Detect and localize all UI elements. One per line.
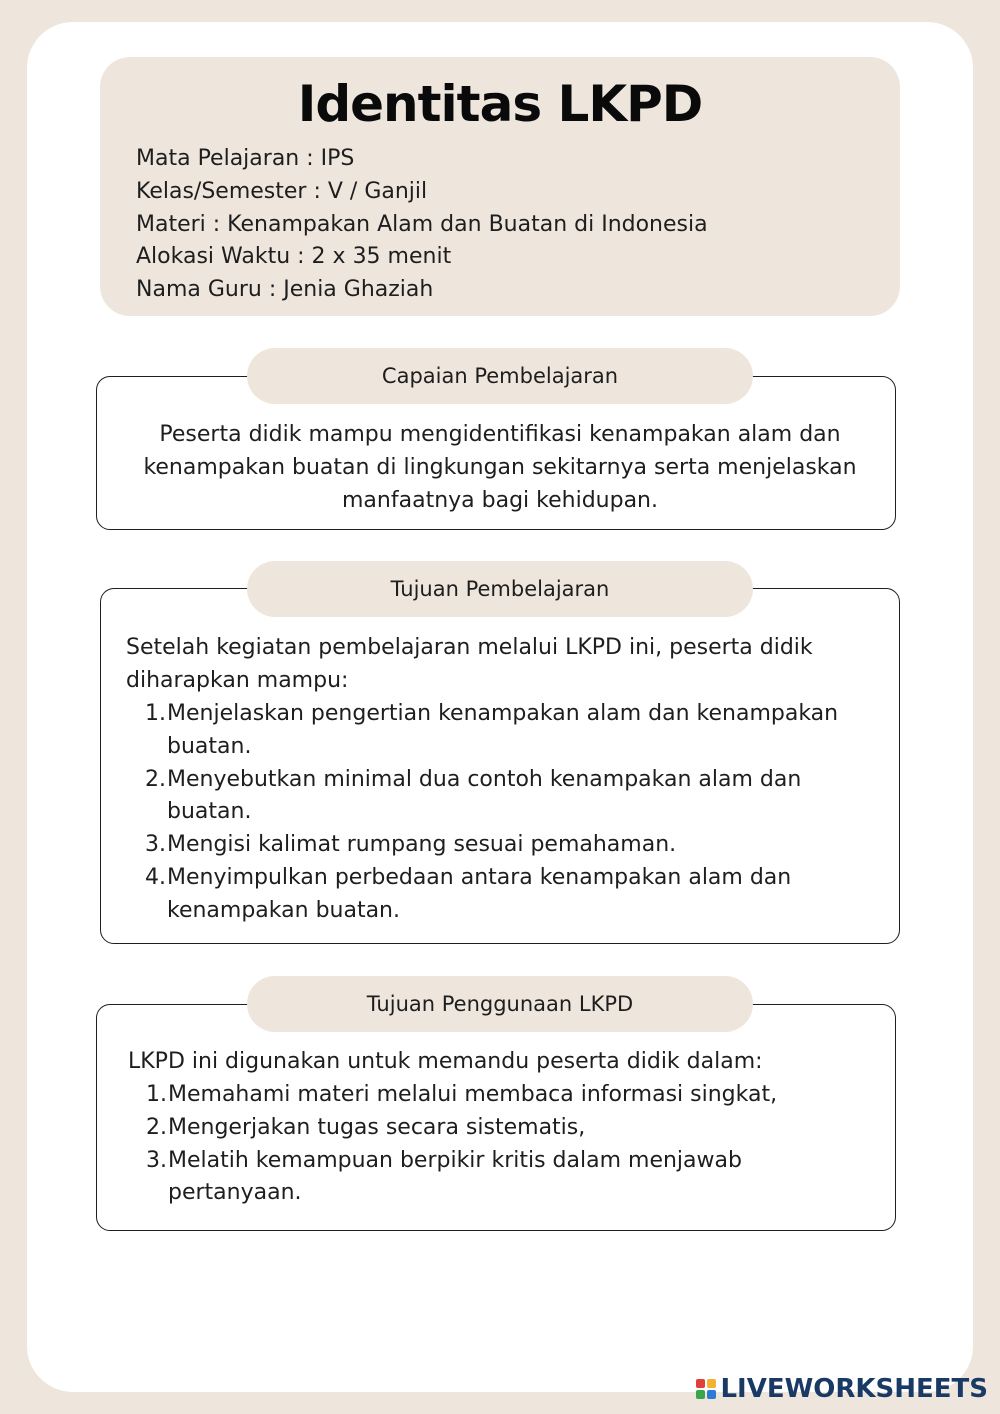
watermark-text: LIVEWORKSHEETS	[720, 1374, 988, 1404]
list-item-number: 2.	[146, 1114, 167, 1140]
list-item-text: Menyebutkan minimal dua contoh kenampakan alam dan buatan.	[167, 766, 802, 825]
tujuan-pembelajaran-intro: Setelah kegiatan pembelajaran melalui LKPD ini, peserta didik diharapkan mampu:	[126, 635, 813, 693]
list-item	[145, 764, 865, 830]
list-item-number: 2.	[145, 766, 166, 792]
list-item-text: Mengerjakan tugas secara sistematis,	[168, 1114, 586, 1140]
tujuan-lkpd-list	[146, 1079, 826, 1210]
list-item-text: Menyimpulkan perbedaan antara kenampakan alam dan kenampakan buatan.	[167, 864, 792, 923]
list-item-text: Melatih kemampuan berpikir kritis dalam menjawab pertanyaan.	[168, 1147, 742, 1206]
logo-square	[707, 1379, 716, 1388]
tujuan-lkpd-intro: LKPD ini digunakan untuk memandu peserta didik dalam:	[128, 1049, 763, 1074]
list-item-text: Menjelaskan pengertian kenampakan alam dan kenampakan buatan.	[167, 701, 839, 759]
list-item	[146, 1145, 826, 1211]
list-item-text: Mengisi kalimat rumpang sesuai pemahaman.	[167, 832, 677, 858]
identity-teacher-name: Nama Guru : Jenia Ghaziah	[136, 277, 434, 303]
tujuan-pembelajaran-heading: Tujuan Pembelajaran	[247, 561, 753, 617]
list-item	[145, 862, 865, 928]
list-item	[145, 829, 865, 862]
liveworksheets-watermark[interactable]	[696, 1374, 988, 1404]
list-item-text: Memahami materi melalui membaca informasi singkat,	[168, 1082, 778, 1107]
list-item	[146, 1112, 826, 1145]
identity-info-list	[136, 143, 708, 307]
list-item	[145, 698, 865, 764]
list-item-number: 3.	[145, 832, 166, 858]
list-item-number: 4.	[145, 864, 166, 890]
list-item-number: 1.	[145, 701, 166, 726]
identity-material: Materi : Kenampakan Alam dan Buatan di Indonesia	[136, 211, 708, 237]
capaian-heading: Capaian Pembelajaran	[247, 348, 753, 404]
list-item	[146, 1079, 826, 1112]
logo-square	[696, 1379, 705, 1388]
identity-class-semester: Kelas/Semester : V / Ganjil	[136, 178, 428, 204]
capaian-text: Peserta didik mampu mengidentifikasi kenampakan alam dan kenampakan buatan di lingkungan sekitarnya serta menjelaskan manfaatnya bagi kehidupan.	[143, 422, 857, 513]
identity-subject: Mata Pelajaran : IPS	[136, 146, 355, 171]
logo-square	[707, 1390, 716, 1399]
list-item-number: 3.	[146, 1147, 167, 1173]
identity-time-allocation: Alokasi Waktu : 2 x 35 menit	[136, 244, 452, 270]
tujuan-lkpd-heading: Tujuan Penggunaan LKPD	[247, 976, 753, 1032]
logo-square	[696, 1390, 705, 1399]
liveworksheets-logo-icon	[696, 1379, 716, 1399]
tujuan-pembelajaran-list	[145, 698, 865, 928]
list-item-number: 1.	[146, 1082, 167, 1107]
page-title: Identitas LKPD	[297, 75, 703, 133]
